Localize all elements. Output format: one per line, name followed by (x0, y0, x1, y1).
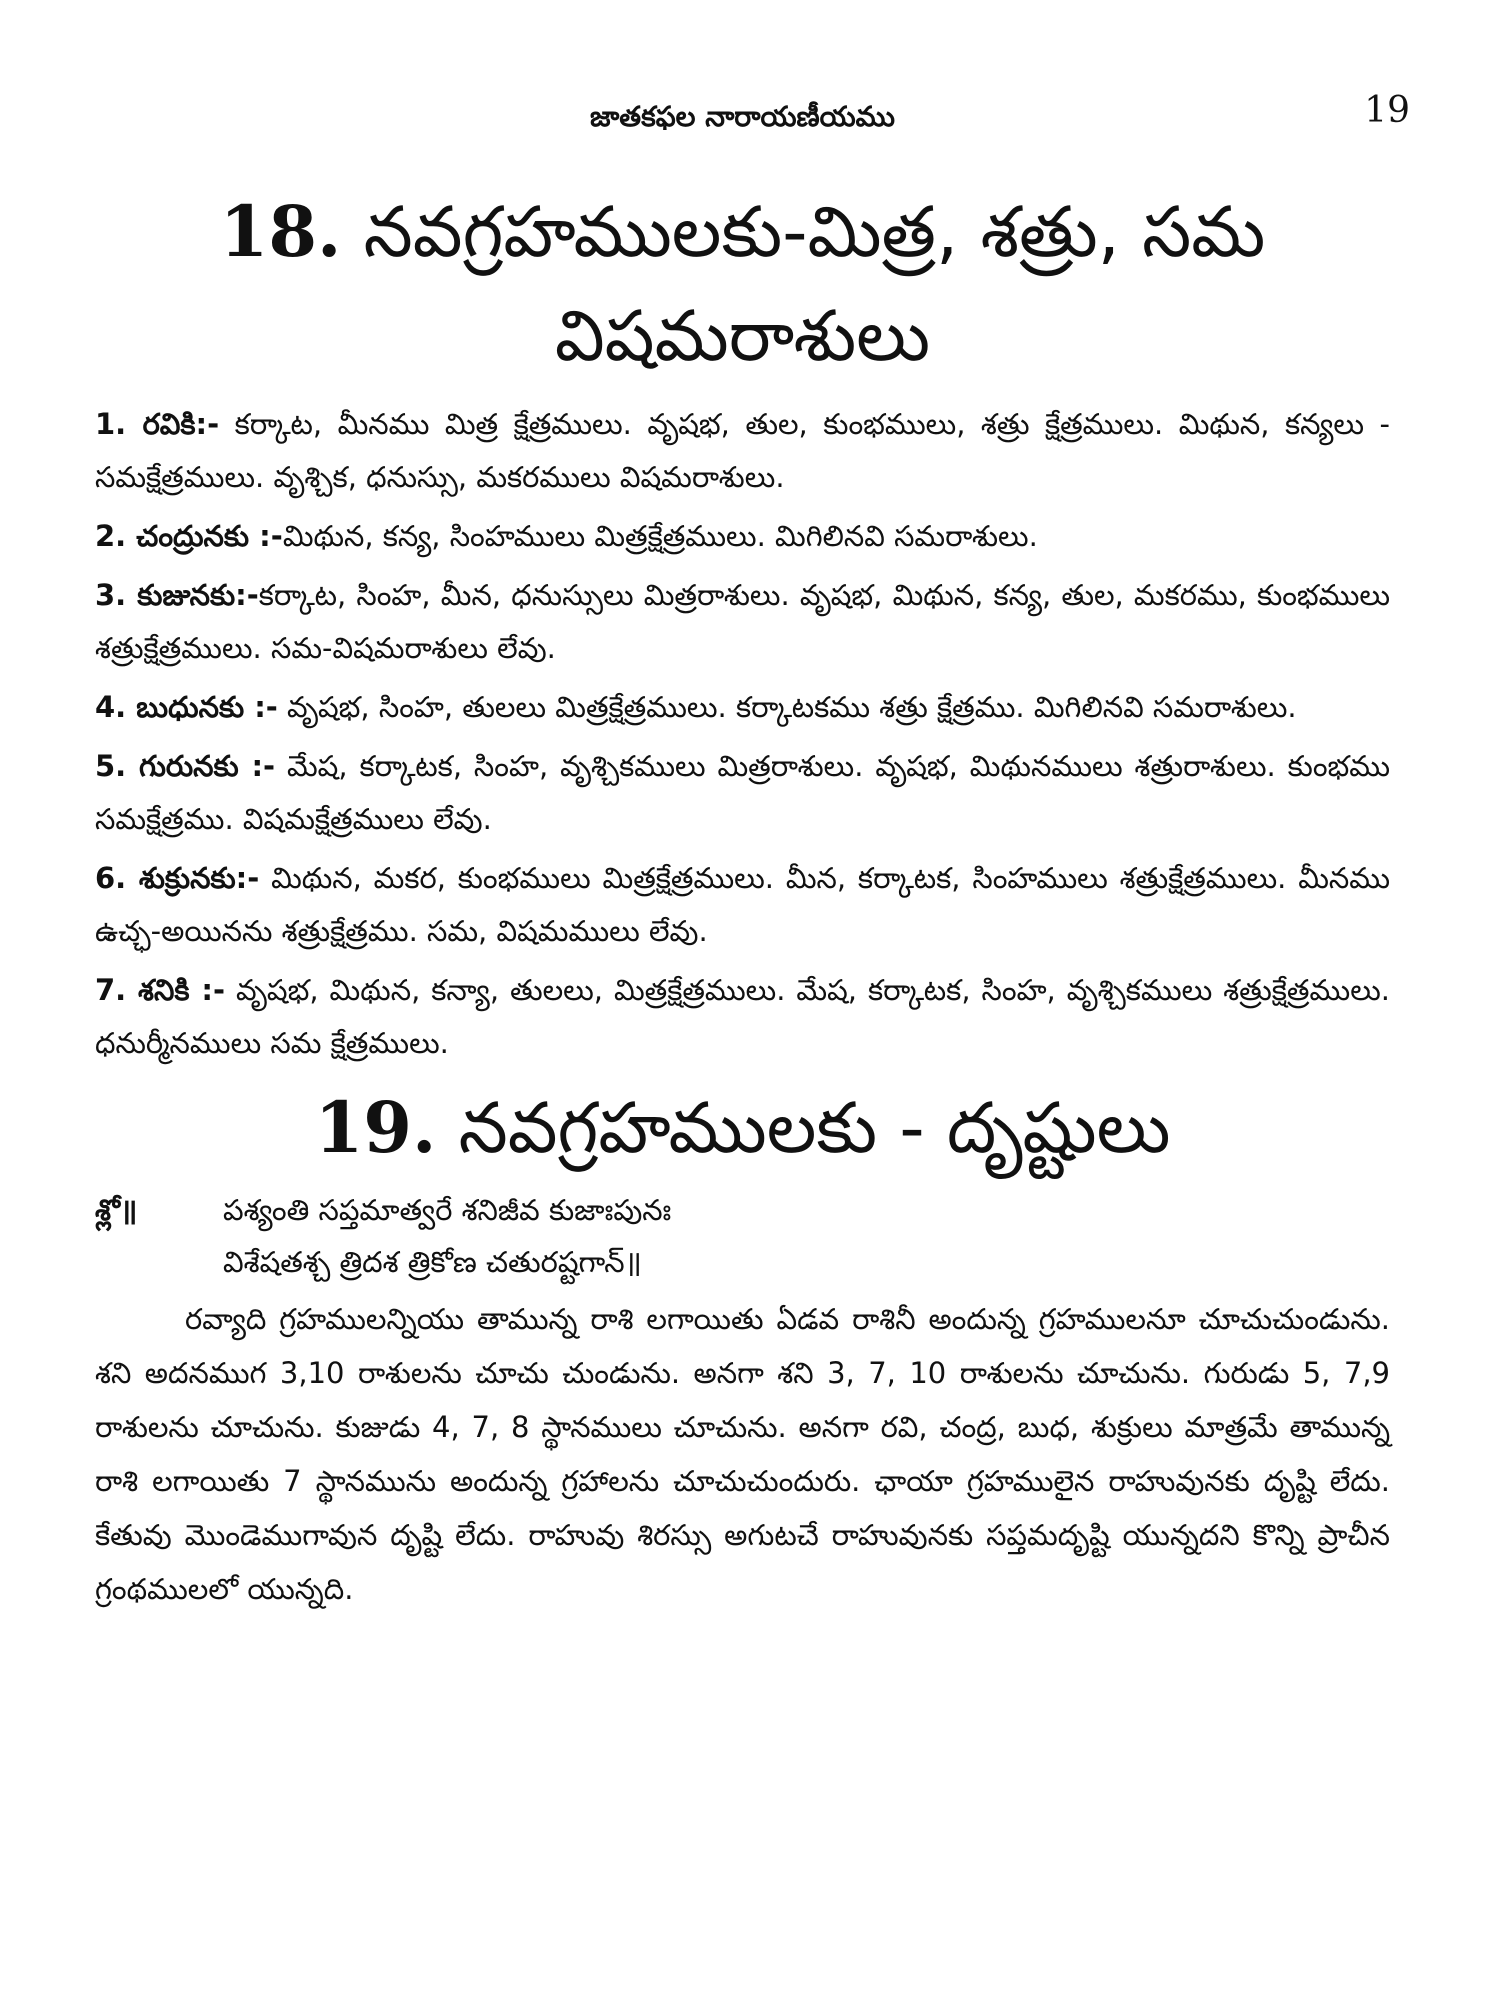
chapter-18-number: 18. (219, 190, 342, 273)
chapter-19-heading (95, 1076, 1390, 1180)
chapter-18-entries (95, 398, 1390, 1070)
entry-text: కర్కాట, సింహ, మీన, ధనుస్సులు మిత్రరాశులు. వృషభ, మిథున, కన్య, తుల, మకరము, కుంభములు శత్రుక్షేత్రములు. సమ-విషమరాశులు లేవు. (95, 578, 1390, 665)
page-header (95, 90, 1410, 150)
entry-budha (95, 681, 1390, 734)
entry-text: మిథున, మకర, కుంభములు మిత్రక్షేత్రములు. మీన, కర్కాటక, సింహములు శత్రుక్షేత్రములు. మీనము ఉచ్ఛ-అయినను శత్రుక్షేత్రము. సమ, విషమములు లేవు. (95, 861, 1390, 948)
sloka-verse (95, 1184, 1390, 1288)
page-number: 19 (1364, 90, 1410, 131)
entry-text: వృషభ, సింహ, తులలు మిత్రక్షేత్రములు. కర్కాటకము శత్రు క్షేత్రము. మిగిలినవి సమరాశులు. (277, 690, 1297, 724)
entry-text: వృషభ, మిథున, కన్యా, తులలు, మిత్రక్షేత్రములు. మేష, కర్కాటక, సింహ, వృశ్చికములు శత్రుక్షేత్రములు. ధనుర్మీనములు సమ క్షేత్రములు. (95, 973, 1391, 1060)
chapter-18-heading (95, 180, 1390, 388)
entry-lead: 5. గురునకు :- (95, 749, 276, 783)
entry-text: మేష, కర్కాటక, సింహ, వృశ్చికములు మిత్రరాశులు. వృషభ, మిథునములు శత్రురాశులు. కుంభము సమక్షేత్రము. విషమక్షేత్రములు లేవు. (95, 749, 1390, 836)
entry-chandra (95, 510, 1390, 563)
entry-lead: 3. కుజునకు:- (95, 578, 259, 612)
chapter-19-title: నవగ్రహములకు - దృష్టులు (458, 1087, 1171, 1169)
entry-lead: 2. చంద్రునకు :- (95, 519, 283, 553)
chapter-19-number: 19. (314, 1086, 437, 1169)
entry-lead: 7. శనికి :- (95, 973, 225, 1007)
entry-kuja (95, 569, 1390, 675)
sloka-line-1: పశ్యంతి సప్తమాత్వరే శనిజీవ కుజాఃపునః (223, 1193, 672, 1227)
entry-lead: 4. బుధునకు :- (95, 690, 278, 724)
entry-guru (95, 740, 1390, 846)
sloka-marker: శ్లో॥ (95, 1193, 138, 1227)
commentary-paragraph: రవ్యాది గ్రహములన్నియు తామున్న రాశి లగాయితు ఏడవ రాశినీ అందున్న గ్రహములనూ చూచుచుండును. శని అదనముగ 3,10 రాశులను చూచు చుండును. అనగా శని 3, 7, 10 రాశులను చూచును. గురుడు 5, 7,9 రాశులను చూచును. కుజుడు 4, 7, 8 స్థానములు చూచును. అనగా రవి, చంద్ర, బుధ, శుక్రులు మాత్రమే తామున్న రాశి లగాయితు 7 స్థానమును అందున్న గ్రహాలను చూచుచుందురు. ఛాయా గ్రహములైన రాహువునకు దృష్టి లేదు. కేతువు మొండెముగావున దృష్టి లేదు. రాహువు శిరస్సు అగుటచే రాహువునకు సప్తమదృష్టి యున్నదని కొన్ని ప్రాచీన గ్రంథములలో యున్నది. (95, 1302, 1390, 1606)
entry-ravi (95, 398, 1390, 504)
entry-lead: 1. రవికి:- (95, 407, 220, 441)
entry-shukra (95, 852, 1390, 958)
sloka-line-2: విశేషతశ్చ త్రిదశ త్రికోణ చతురష్టగాన్॥ (223, 1245, 642, 1279)
chapter-18-title: నవగ్రహములకు-మిత్ర, శత్రు, సమ విషమరాశులు (363, 191, 1266, 377)
entry-text: కర్కాట, మీనము మిత్ర క్షేత్రములు. వృషభ, తుల, కుంభములు, శత్రు క్షేత్రములు. మిథున, కన్యలు - సమక్షేత్రములు. వృశ్చిక, ధనుస్సు, మకరములు విషమరాశులు. (95, 407, 1390, 494)
running-title: జాతకఫల నారాయణీయము (590, 100, 895, 133)
entry-shani (95, 964, 1390, 1070)
entry-text: మిథున, కన్య, సింహములు మిత్రక్షేత్రములు. మిగిలినవి సమరాశులు. (282, 519, 1038, 553)
entry-lead: 6. శుక్రునకు:- (95, 861, 260, 895)
